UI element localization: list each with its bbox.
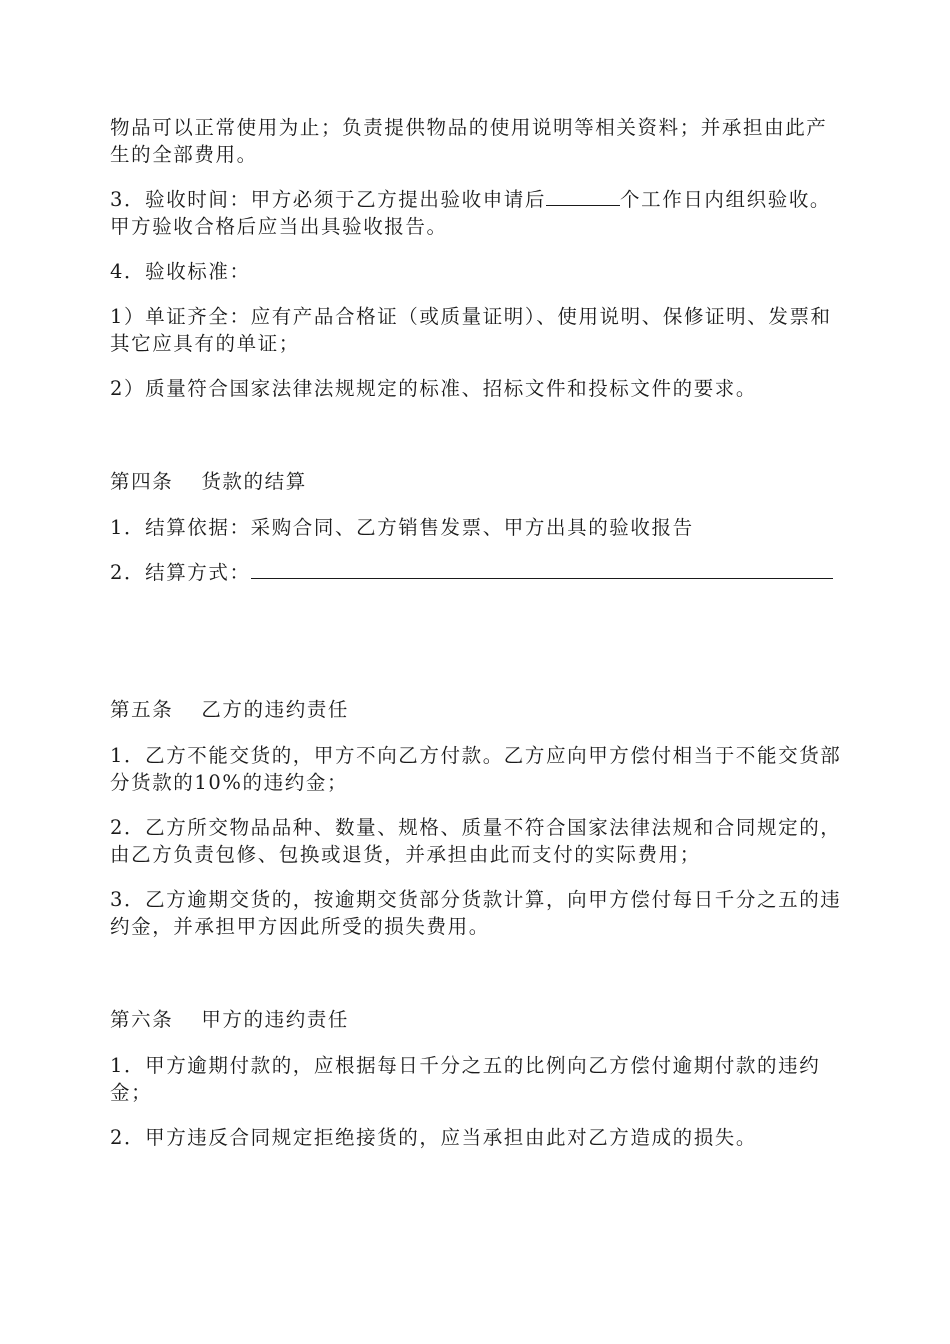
article-5-item-1: 1．乙方不能交货的，甲方不向乙方付款。乙方应向甲方偿付相当于不能交货部分货款的10%的违约金；: [110, 744, 842, 794]
article-6-number: 第六条: [110, 1008, 174, 1031]
article-4-heading: [110, 468, 845, 495]
settlement-method-blank: [251, 560, 833, 579]
paragraph-quality-standard: 2）质量符合国家法律法规规定的标准、招标文件和投标文件的要求。: [110, 377, 758, 400]
article-6-heading: [110, 1006, 845, 1033]
article-4-title: 货款的结算: [201, 470, 307, 493]
article-4-number: 第四条: [110, 470, 174, 493]
article-5-item-3: 3．乙方逾期交货的，按逾期交货部分货款计算，向甲方偿付每日千分之五的违约金，并承担甲方因此所受的损失费用。: [110, 888, 842, 938]
acceptance-time-text-before: 3．验收时间：甲方必须于乙方提出验收申请后: [110, 188, 547, 211]
paragraph-documents-complete: 1）单证齐全：应有产品合格证（或质量证明）、使用说明、保修证明、发票和其它应具有的单证；: [110, 305, 832, 355]
document-page: [110, 114, 845, 1151]
paragraph-delivery-continued: 物品可以正常使用为止；负责提供物品的使用说明等相关资料；并承担由此产生的全部费用。: [110, 116, 828, 166]
article-6-title: 甲方的违约责任: [201, 1008, 350, 1031]
paragraph-acceptance-time: [110, 186, 845, 240]
article-5-number: 第五条: [110, 698, 174, 721]
article-6-item-2: 2．甲方违反合同规定拒绝接货的，应当承担由此对乙方造成的损失。: [110, 1126, 758, 1149]
article-6-item-1: 1．甲方逾期付款的，应根据每日千分之五的比例向乙方偿付逾期付款的违约金；: [110, 1054, 821, 1104]
article-5-item-2: 2．乙方所交物品品种、数量、规格、质量不符合国家法律法规和合同规定的，由乙方负责包修、包换或退货，并承担由此而支付的实际费用；: [110, 816, 842, 866]
paragraph-acceptance-standard: 4．验收标准：: [110, 260, 251, 283]
article-4-item-2: [110, 559, 845, 586]
article-4-item-1: 1．结算依据：采购合同、乙方销售发票、甲方出具的验收报告: [110, 516, 694, 539]
article-5-title: 乙方的违约责任: [201, 698, 350, 721]
acceptance-time-text-after: 个工作日内组织验收。甲方验收合格后应当出具验收报告。: [110, 188, 832, 238]
working-days-blank: [546, 187, 620, 206]
settlement-method-label: 2．结算方式：: [110, 561, 251, 584]
article-5-heading: [110, 696, 845, 723]
